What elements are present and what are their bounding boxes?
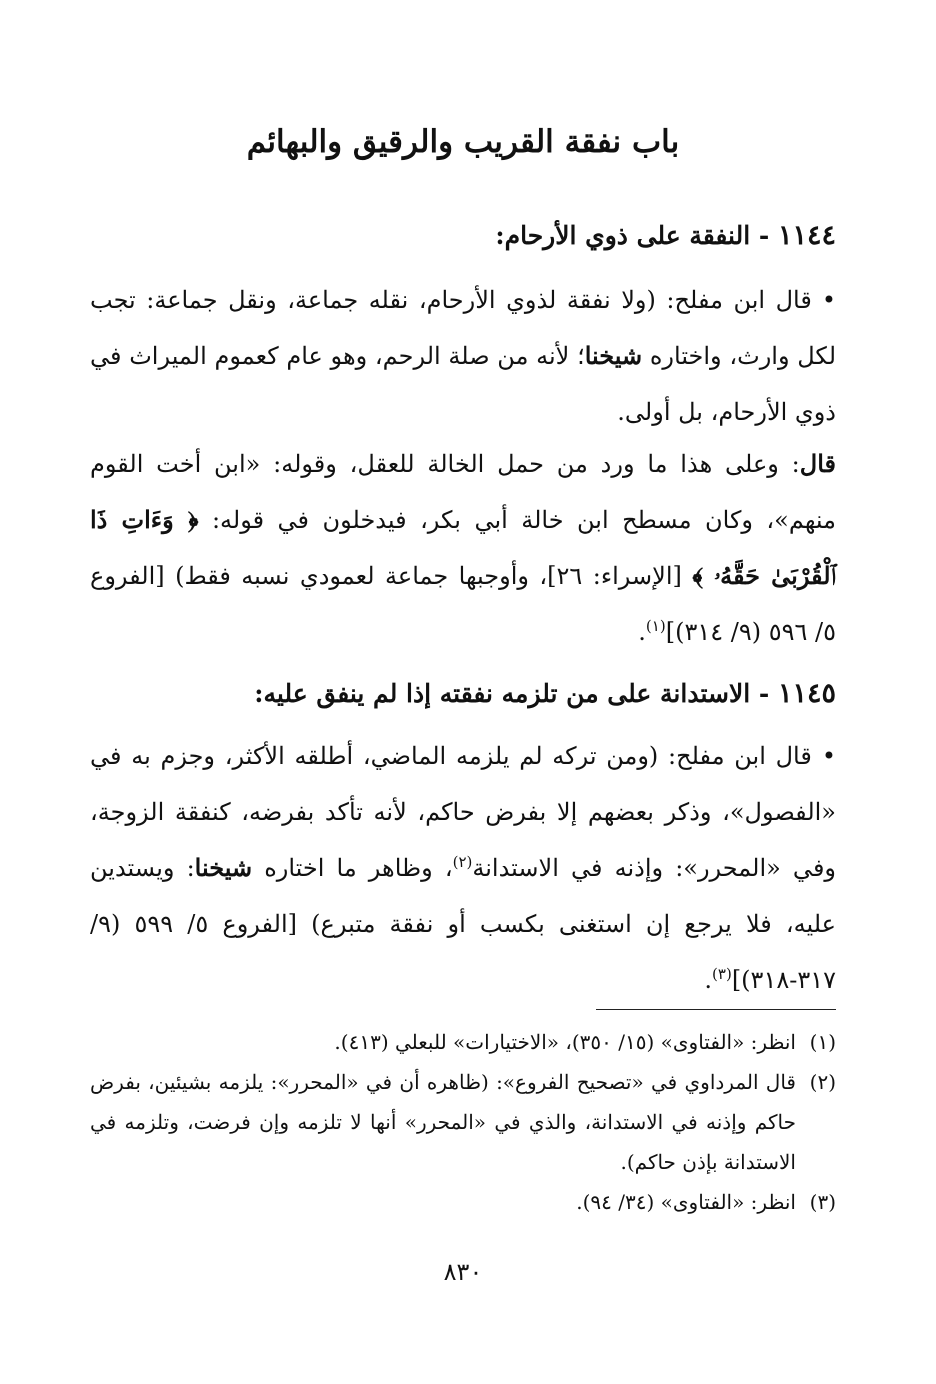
paragraph-text: : وعلى هذا ما ورد من حمل الخالة للعقل، وقوله: «ابن أخت القوم منهم»، وكان مسطح ابن خالة أبي بكر، فيدخلون في قوله:: [90, 450, 836, 534]
footnote-number: (٢): [809, 1070, 836, 1094]
footnote-text: قال المرداوي في «تصحيح الفروع»: (ظاهره أن في «المحرر»: يلزمه بشيئين، بفرض حاكم وإذنه في الاستدانة، والذي في «المحرر» أنها لا تلزمه وإن فرضت، وتلزمه في الاستدانة بإذن حاكم).: [90, 1070, 796, 1174]
footnote-ref[interactable]: (٢): [452, 853, 473, 871]
paragraph-text: .: [638, 618, 646, 646]
footnote-ref[interactable]: (٣): [712, 965, 732, 983]
paragraph-text: ، وظاهر ما اختاره: [252, 854, 453, 882]
entry-title: الاستدانة على من تلزمه نفقته إذا لم ينفق عليه:: [254, 679, 751, 708]
bullet-point: •: [821, 286, 836, 314]
footnotes-section: [90, 1022, 836, 1222]
entry-heading-1144: [90, 216, 836, 256]
bold-term: شيخنا: [584, 341, 643, 370]
paragraph-ibn-muflih-2: [90, 728, 836, 1008]
bold-term: قال: [799, 449, 836, 478]
page-number: ٨٣٠: [443, 1258, 483, 1286]
bullet-point: •: [821, 742, 836, 770]
footnote-ref[interactable]: (١): [645, 617, 666, 635]
footnote-number: (١): [809, 1030, 836, 1054]
footnote-separator: [596, 1009, 836, 1010]
entry-dash: -: [758, 679, 770, 708]
chapter-title: باب نفقة القريب والرقيق والبهائم: [246, 124, 680, 160]
paragraph-text: .: [704, 966, 713, 994]
footnote-text: انظر: «الفتاوى» (١٥/ ٣٥٠)، «الاختيارات» للبعلي (٤١٣).: [334, 1030, 796, 1054]
footnote-1: [90, 1022, 836, 1062]
footnote-text: انظر: «الفتاوى» (٣٤/ ٩٤).: [576, 1190, 796, 1214]
paragraph-text: [الإسراء: ٢٦]، وأوجبها جماعة لعمودي نسبه فقط) [الفروع ٥/ ٥٩٦ (٩/ ٣١٤)]: [90, 562, 836, 646]
paragraph-text: قال ابن مفلح: (ومن تركه لم يلزمه الماضي، أطلقه الأكثر، وجزم به في «الفصول»، وذكر بعضهم إلا بفرض حاكم، لأنه تأكد بفرضه، كنفقة الزوجة، وفي «المحرر»: وإذنه في الاستدانة: [90, 742, 836, 882]
paragraph-text: : ويستدين عليه، فلا يرجع إن استغنى بكسب أو نفقة متبرع) [الفروع ٥/ ٥٩٩ (٩/ ٣١٧-٣١٨)]: [90, 854, 836, 994]
book-page: [90, 0, 836, 1384]
paragraph-text: ؛ لأنه من صلة الرحم، وهو عام كعموم الميراث في ذوي الأرحام، بل أولى.: [90, 342, 836, 426]
paragraph-text: قال ابن مفلح: (ولا نفقة لذوي الأرحام، نقله جماعة، ونقل جماعة: تجب لكل وارث، واختاره: [90, 286, 836, 370]
entry-number: ١١٤٥: [777, 678, 836, 709]
footnote-2: [90, 1062, 836, 1182]
paragraph-qala: [90, 436, 836, 660]
paragraph-ibn-muflih-1: [90, 272, 836, 440]
entry-number: ١١٤٤: [777, 220, 836, 251]
entry-dash: -: [758, 221, 770, 250]
footnote-number: (٣): [809, 1190, 836, 1214]
entry-title: النفقة على ذوي الأرحام:: [495, 221, 751, 250]
entry-heading-1145: [90, 674, 836, 714]
footnote-3: [90, 1182, 836, 1222]
bold-term: شيخنا: [194, 853, 253, 882]
quran-verse: ﴿ وَءَاتِ ذَا ٱلْقُرْبَىٰ حَقَّهُۥ ﴾: [90, 505, 837, 590]
